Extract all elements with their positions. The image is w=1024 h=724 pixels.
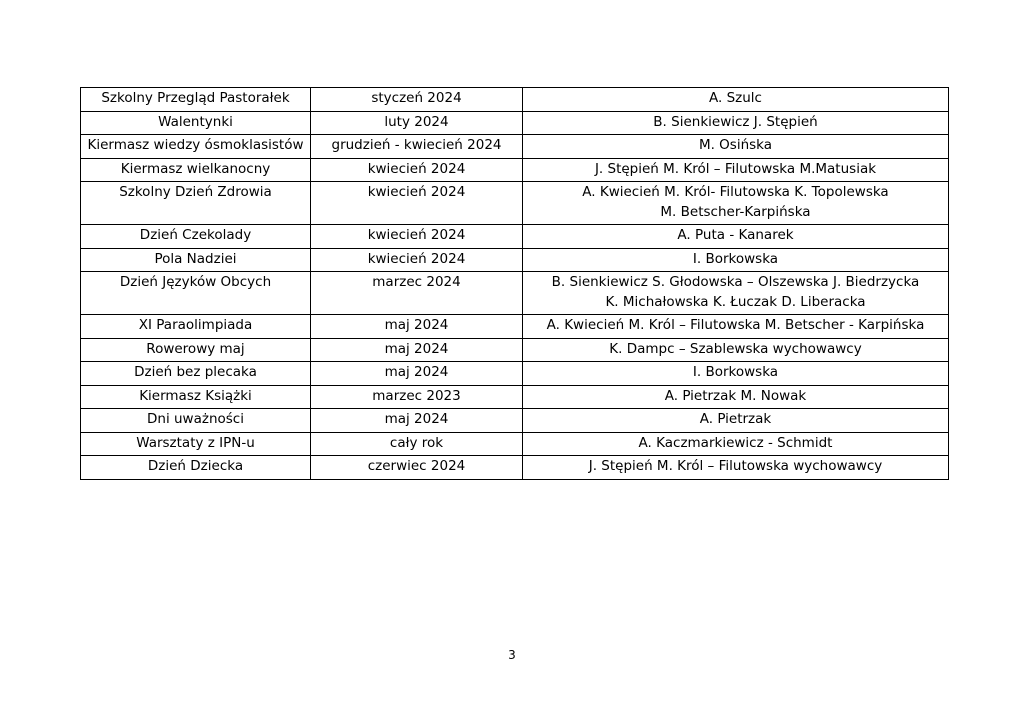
- responsible-people-line: I. Borkowska: [692, 364, 779, 380]
- responsible-people-line: K. Dampc – Szablewska wychowawcy: [609, 340, 862, 357]
- event-name-cell: Kiermasz wiedzy ósmoklasistów: [81, 135, 311, 159]
- responsible-people-cell: [523, 362, 949, 386]
- table-row: [81, 182, 949, 225]
- event-date-cell: marzec 2023: [311, 385, 523, 409]
- event-name-cell: Walentynki: [81, 111, 311, 135]
- event-date-cell: kwiecień 2024: [311, 248, 523, 272]
- event-date-cell: kwiecień 2024: [311, 225, 523, 249]
- event-name-cell: Rowerowy maj: [81, 338, 311, 362]
- table-row: [81, 225, 949, 249]
- responsible-people-cell: [523, 385, 949, 409]
- events-table: [80, 87, 949, 480]
- responsible-people-line: M. Betscher-Karpińska: [660, 203, 811, 220]
- responsible-people-cell: [523, 315, 949, 339]
- responsible-people-line: I. Borkowska: [692, 250, 779, 267]
- responsible-people-line: A. Kaczmarkiewicz - Schmidt: [638, 434, 833, 451]
- event-date-cell: czerwiec 2024: [311, 456, 523, 480]
- event-name-cell: Dzień Dziecka: [81, 456, 311, 480]
- responsible-people-cell: [523, 338, 949, 362]
- responsible-people-cell: [523, 272, 949, 315]
- event-name-cell: Warsztaty z IPN-u: [81, 432, 311, 456]
- event-name-cell: Szkolny Przegląd Pastorałek: [81, 88, 311, 112]
- responsible-people-cell: [523, 158, 949, 182]
- table-row: [81, 315, 949, 339]
- table-row: [81, 362, 949, 386]
- event-date-cell: maj 2024: [311, 315, 523, 339]
- event-date-cell: styczeń 2024: [311, 88, 523, 112]
- event-name-cell: Dzień bez plecaka: [81, 362, 311, 386]
- responsible-people-line: B. Sienkiewicz J. Stępień: [653, 113, 818, 130]
- responsible-people-cell: [523, 225, 949, 249]
- table-row: [81, 135, 949, 159]
- event-name-cell: Kiermasz wielkanocny: [81, 158, 311, 182]
- responsible-people-line: A. Pietrzak: [699, 411, 772, 427]
- events-table-body: [81, 88, 949, 480]
- responsible-people-cell: [523, 88, 949, 112]
- responsible-people-cell: [523, 248, 949, 272]
- responsible-people-cell: [523, 135, 949, 159]
- responsible-people-cell: [523, 456, 949, 480]
- event-date-cell: kwiecień 2024: [311, 182, 523, 225]
- table-row: [81, 456, 949, 480]
- table-row: [81, 385, 949, 409]
- event-date-cell: kwiecień 2024: [311, 158, 523, 182]
- event-name-cell: Dzień Języków Obcych: [81, 272, 311, 315]
- table-row: [81, 88, 949, 112]
- table-row: [81, 272, 949, 315]
- responsible-people-line: B. Sienkiewicz S. Głodowska – Olszewska J. Biedrzycka: [551, 274, 920, 290]
- responsible-people-line: A. Puta - Kanarek: [677, 227, 794, 243]
- event-date-cell: grudzień - kwiecień 2024: [311, 135, 523, 159]
- responsible-people-line: J. Stępień M. Król – Filutowska M.Matusiak: [594, 160, 877, 177]
- table-row: [81, 158, 949, 182]
- responsible-people-line: A. Kwiecień M. Król- Filutowska K. Topolewska: [582, 184, 889, 200]
- event-date-cell: luty 2024: [311, 111, 523, 135]
- table-row: [81, 248, 949, 272]
- responsible-people-line: J. Stępień M. Król – Filutowska wychowawcy: [588, 458, 883, 474]
- event-name-cell: XI Paraolimpiada: [81, 315, 311, 339]
- event-name-cell: Szkolny Dzień Zdrowia: [81, 182, 311, 225]
- event-date-cell: maj 2024: [311, 338, 523, 362]
- event-name-cell: Dzień Czekolady: [81, 225, 311, 249]
- event-name-cell: Pola Nadziei: [81, 248, 311, 272]
- event-date-cell: maj 2024: [311, 409, 523, 433]
- responsible-people-cell: [523, 111, 949, 135]
- table-row: [81, 338, 949, 362]
- responsible-people-line: K. Michałowska K. Łuczak D. Liberacka: [605, 293, 866, 310]
- event-date-cell: marzec 2024: [311, 272, 523, 315]
- responsible-people-cell: [523, 432, 949, 456]
- table-row: [81, 409, 949, 433]
- responsible-people-line: A. Pietrzak M. Nowak: [664, 387, 807, 404]
- event-date-cell: cały rok: [311, 432, 523, 456]
- event-date-cell: maj 2024: [311, 362, 523, 386]
- responsible-people-line: M. Osińska: [698, 137, 773, 153]
- responsible-people-line: A. Szulc: [709, 90, 762, 106]
- event-name-cell: Kiermasz Książki: [81, 385, 311, 409]
- page-number: 3: [508, 648, 516, 662]
- event-name-cell: Dni uważności: [81, 409, 311, 433]
- responsible-people-line: A. Kwiecień M. Król – Filutowska M. Betscher - Karpińska: [546, 317, 925, 333]
- responsible-people-cell: [523, 182, 949, 225]
- table-row: [81, 111, 949, 135]
- responsible-people-cell: [523, 409, 949, 433]
- table-row: [81, 432, 949, 456]
